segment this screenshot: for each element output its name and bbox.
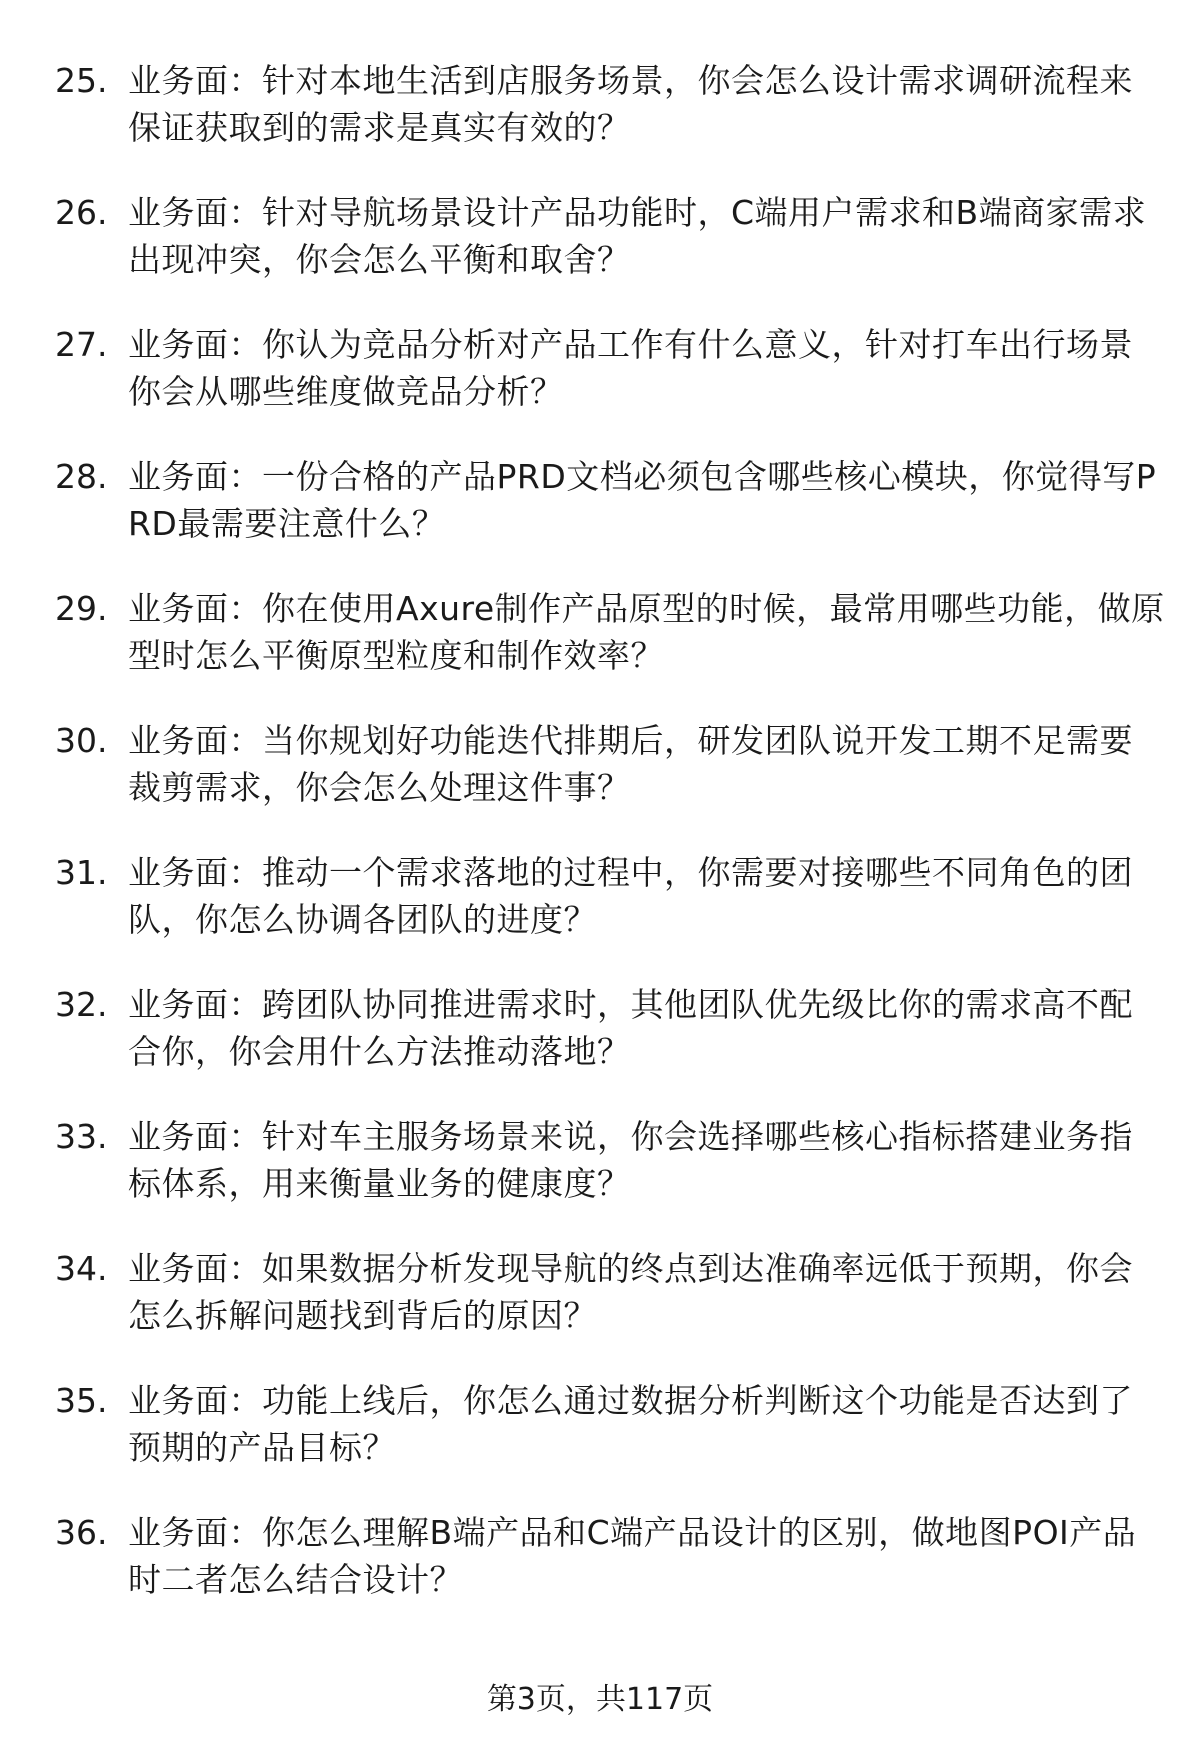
question-body: 针对本地生活到店服务场景，你会怎么设计需求调研流程来保证获取到的需求是真实有效的？	[128, 61, 1133, 147]
question-list	[55, 57, 1165, 1641]
question-body: 你认为竞品分析对产品工作有什么意义，针对打车出行场景你会从哪些维度做竞品分析？	[128, 325, 1133, 411]
question-body: 你在使用Axure制作产品原型的时候，最常用哪些功能，做原型时怎么平衡原型粒度和制作效率？	[128, 589, 1165, 675]
question-category: 业务面：	[128, 457, 262, 496]
question-body: 功能上线后，你怎么通过数据分析判断这个功能是否达到了预期的产品目标？	[128, 1381, 1133, 1467]
question-number: 36.	[55, 1513, 108, 1552]
question-item	[55, 321, 1165, 453]
question-text	[128, 321, 1165, 415]
question-item	[55, 453, 1165, 585]
question-body: 一份合格的产品PRD文档必须包含哪些核心模块，你觉得写PRD最需要注意什么？	[128, 457, 1157, 543]
question-number: 26.	[55, 193, 108, 232]
question-category: 业务面：	[128, 193, 262, 232]
question-body: 针对车主服务场景来说，你会选择哪些核心指标搭建业务指标体系，用来衡量业务的健康度？	[128, 1117, 1133, 1203]
question-item	[55, 57, 1165, 189]
question-text	[128, 849, 1165, 943]
question-number: 29.	[55, 589, 108, 628]
question-category: 业务面：	[128, 1513, 262, 1552]
question-number: 27.	[55, 325, 108, 364]
question-item	[55, 1245, 1165, 1377]
question-category: 业务面：	[128, 1249, 262, 1288]
question-item	[55, 1377, 1165, 1509]
question-body: 跨团队协同推进需求时，其他团队优先级比你的需求高不配合你，你会用什么方法推动落地？	[128, 985, 1133, 1071]
question-number: 30.	[55, 721, 108, 760]
question-number: 31.	[55, 853, 108, 892]
question-number: 28.	[55, 457, 108, 496]
question-number: 35.	[55, 1381, 108, 1420]
question-body: 如果数据分析发现导航的终点到达准确率远低于预期，你会怎么拆解问题找到背后的原因？	[128, 1249, 1133, 1335]
question-item	[55, 849, 1165, 981]
question-category: 业务面：	[128, 985, 262, 1024]
question-item	[55, 981, 1165, 1113]
question-body: 推动一个需求落地的过程中，你需要对接哪些不同角色的团队，你怎么协调各团队的进度？	[128, 853, 1133, 939]
question-number: 25.	[55, 61, 108, 100]
question-category: 业务面：	[128, 325, 262, 364]
question-number: 33.	[55, 1117, 108, 1156]
question-category: 业务面：	[128, 589, 262, 628]
question-item	[55, 1113, 1165, 1245]
question-text	[128, 1245, 1165, 1339]
question-text	[128, 1113, 1165, 1207]
question-text	[128, 1509, 1165, 1603]
question-category: 业务面：	[128, 1381, 262, 1420]
question-body: 当你规划好功能迭代排期后，研发团队说开发工期不足需要裁剪需求，你会怎么处理这件事？	[128, 721, 1133, 807]
page-number-footer: 第3页，共117页	[486, 1682, 714, 1717]
question-item	[55, 189, 1165, 321]
question-item	[55, 1509, 1165, 1641]
question-item	[55, 585, 1165, 717]
question-text	[128, 189, 1165, 283]
question-category: 业务面：	[128, 1117, 262, 1156]
question-text	[128, 981, 1165, 1075]
question-text	[128, 585, 1165, 679]
question-text	[128, 453, 1165, 547]
question-text	[128, 57, 1165, 151]
question-text	[128, 717, 1165, 811]
question-category: 业务面：	[128, 61, 262, 100]
question-category: 业务面：	[128, 853, 262, 892]
question-category: 业务面：	[128, 721, 262, 760]
question-body: 你怎么理解B端产品和C端产品设计的区别，做地图POI产品时二者怎么结合设计？	[128, 1513, 1137, 1599]
question-number: 34.	[55, 1249, 108, 1288]
question-text	[128, 1377, 1165, 1471]
question-number: 32.	[55, 985, 108, 1024]
question-body: 针对导航场景设计产品功能时，C端用户需求和B端商家需求出现冲突，你会怎么平衡和取舍？	[128, 193, 1147, 279]
question-item	[55, 717, 1165, 849]
